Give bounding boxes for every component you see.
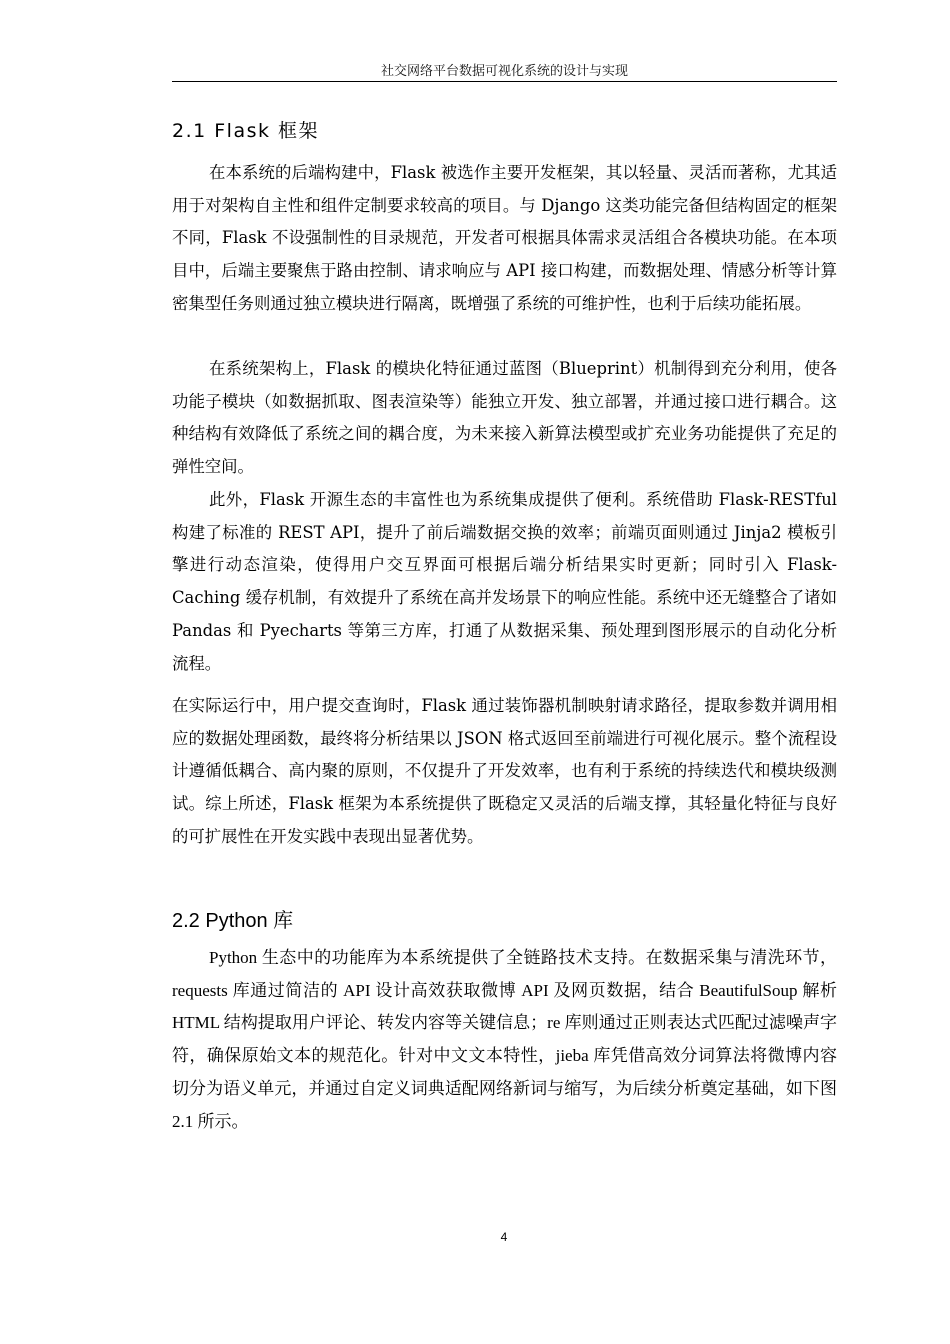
section-heading-python-libs: 2.2 Python 库 xyxy=(172,910,294,932)
header-rule xyxy=(172,81,837,82)
paragraph: 此外，Flask 开源生态的丰富性也为系统集成提供了便利。系统借助 Flask-RESTful 构建了标准的 REST API，提升了前后端数据交换的效率；前端页面则通过 Jinja2 模板引擎进行动态渲染，使得用户交互界面可根据后端分析结果实时更新；同时引入 Flask-Caching 缓存机制，有效提升了系统在高并发场景下的响应性能。系统中还无缝整合了诸如 Pandas 和 Pyecharts 等第三方库，打通了从数据采集、预处理到图形展示的自动化分析流程。 xyxy=(172,490,837,673)
running-header: 社交网络平台数据可视化系统的设计与实现 xyxy=(380,64,628,79)
page-number: 4 xyxy=(500,1230,508,1244)
paragraph: Python 生态中的功能库为本系统提供了全链路技术支持。在数据采集与清洗环节，requests 库通过简洁的 API 设计高效获取微博 API 及网页数据，结合 BeautifulSoup 解析 HTML 结构提取用户评论、转发内容等关键信息；re 库则通过正则表达式匹配过滤噪声字符，确保原始文本的规范化。针对中文文本特性，jieba 库凭借高效分词算法将微博内容切分为语义单元，并通过自定义词典适配网络新词与缩写，为后续分析奠定基础，如下图 2.1 所示。 xyxy=(172,948,837,1131)
paragraph: 在本系统的后端构建中，Flask 被选作主要开发框架，其以轻量、灵活而著称，尤其适用于对架构自主性和组件定制要求较高的项目。与 Django 这类功能完备但结构固定的框架不同，Flask 不设强制性的目录规范，开发者可根据具体需求灵活组合各模块功能。在本项目中，后端主要聚焦于路由控制、请求响应与 API 接口构建，而数据处理、情感分析等计算密集型任务则通过独立模块进行隔离，既增强了系统的可维护性，也利于后续功能拓展。 xyxy=(172,163,837,313)
section-heading-flask: 2.1 Flask 框架 xyxy=(172,120,320,142)
paragraph: 在系统架构上，Flask 的模块化特征通过蓝图（Blueprint）机制得到充分利用，使各功能子模块（如数据抓取、图表渲染等）能独立开发、独立部署，并通过接口进行耦合。这种结构有效降低了系统之间的耦合度，为未来接入新算法模型或扩充业务功能提供了充足的弹性空间。 xyxy=(172,359,837,477)
paragraph: 在实际运行中，用户提交查询时，Flask 通过装饰器机制映射请求路径，提取参数并调用相应的数据处理函数，最终将分析结果以 JSON 格式返回至前端进行可视化展示。整个流程设计遵循低耦合、高内聚的原则，不仅提升了开发效率，也有利于系统的持续迭代和模块级测试。综上所述，Flask 框架为本系统提供了既稳定又灵活的后端支撑，其轻量化特征与良好的可扩展性在开发实践中表现出显著优势。 xyxy=(172,696,837,846)
